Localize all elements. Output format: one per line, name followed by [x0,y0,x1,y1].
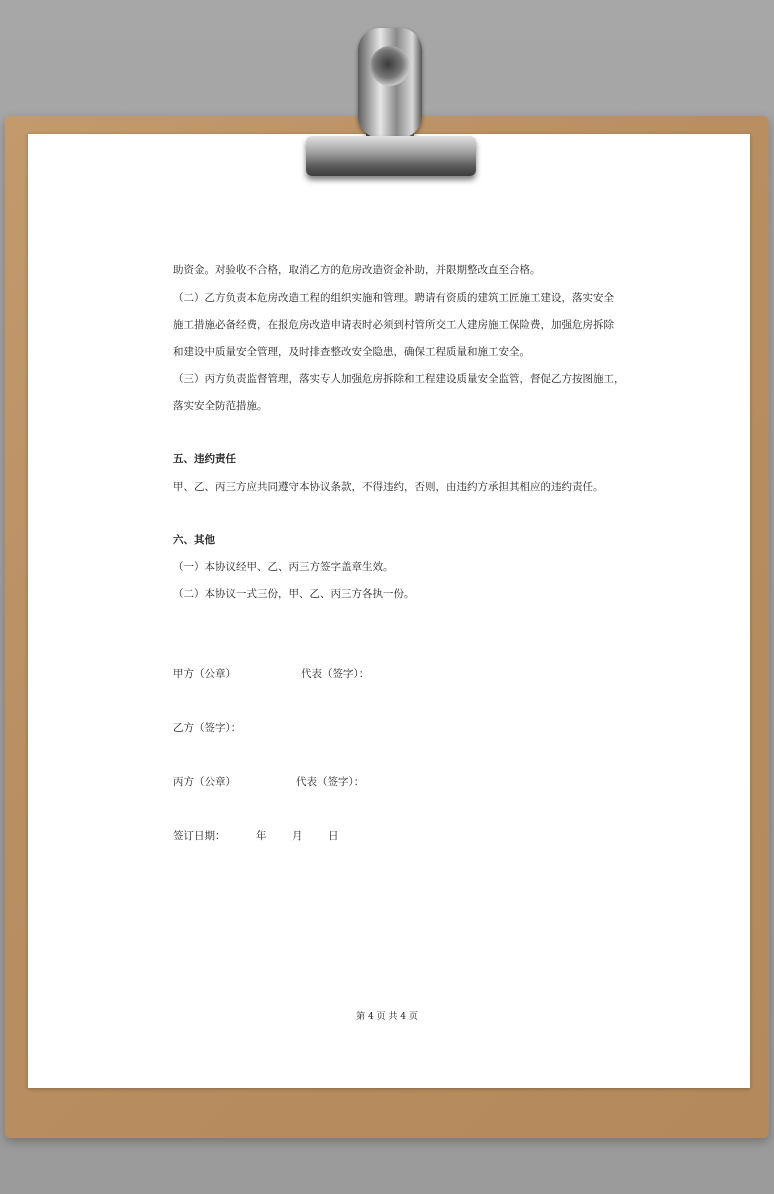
party-c-rep-label: 代表（签字）： [296,776,365,788]
sign-date-day: 日 [328,830,339,842]
paragraph-line: （二）乙方负责本危房改造工程的组织实施和管理。聘请有资质的建筑工匠施工建设，落实安全 [173,292,614,304]
section-heading-other: 六、其他 [173,534,215,546]
party-a-label: 甲方（公章） [173,668,236,680]
paragraph-line: 施工措施必备经费，在报危房改造申请表时必须到村管所交工人建房施工保险费，加强危房拆除 [173,319,614,331]
other-item: （一）本协议经甲、乙、丙三方签字盖章生效。 [173,561,394,573]
clip-plate [306,136,476,176]
party-c-label: 丙方（公章） [173,776,236,788]
sign-date-label: 签订日期： [173,830,226,842]
clip-ring [358,28,422,138]
page-number-footer: 第 4 页 共 4 页 [356,1012,418,1022]
sign-date-year: 年 [256,830,267,842]
section-heading-liability: 五、违约责任 [173,453,236,465]
binder-clip-icon [306,28,476,178]
paragraph-line: （三）丙方负责监督管理，落实专人加强危房拆除和工程建设质量安全监管，督促乙方按图施工， [173,373,625,385]
party-b-label: 乙方（签字）： [173,722,242,734]
sign-date-month: 月 [292,830,303,842]
liability-text: 甲、乙、丙三方应共同遵守本协议条款，不得违约，否则，由违约方承担其相应的违约责任。 [173,481,604,493]
document-page [28,134,750,1088]
paragraph-line: 落实安全防范措施。 [173,400,268,412]
party-a-rep-label: 代表（签字）： [301,668,370,680]
paragraph-line: 助资金。对验收不合格，取消乙方的危房改造资金补助，并限期整改直至合格。 [173,264,541,276]
paragraph-line: 和建设中质量安全管理，及时排查整改安全隐患，确保工程质量和施工安全。 [173,346,530,358]
other-item: （二）本协议一式三份，甲、乙、丙三方各执一份。 [173,588,415,600]
